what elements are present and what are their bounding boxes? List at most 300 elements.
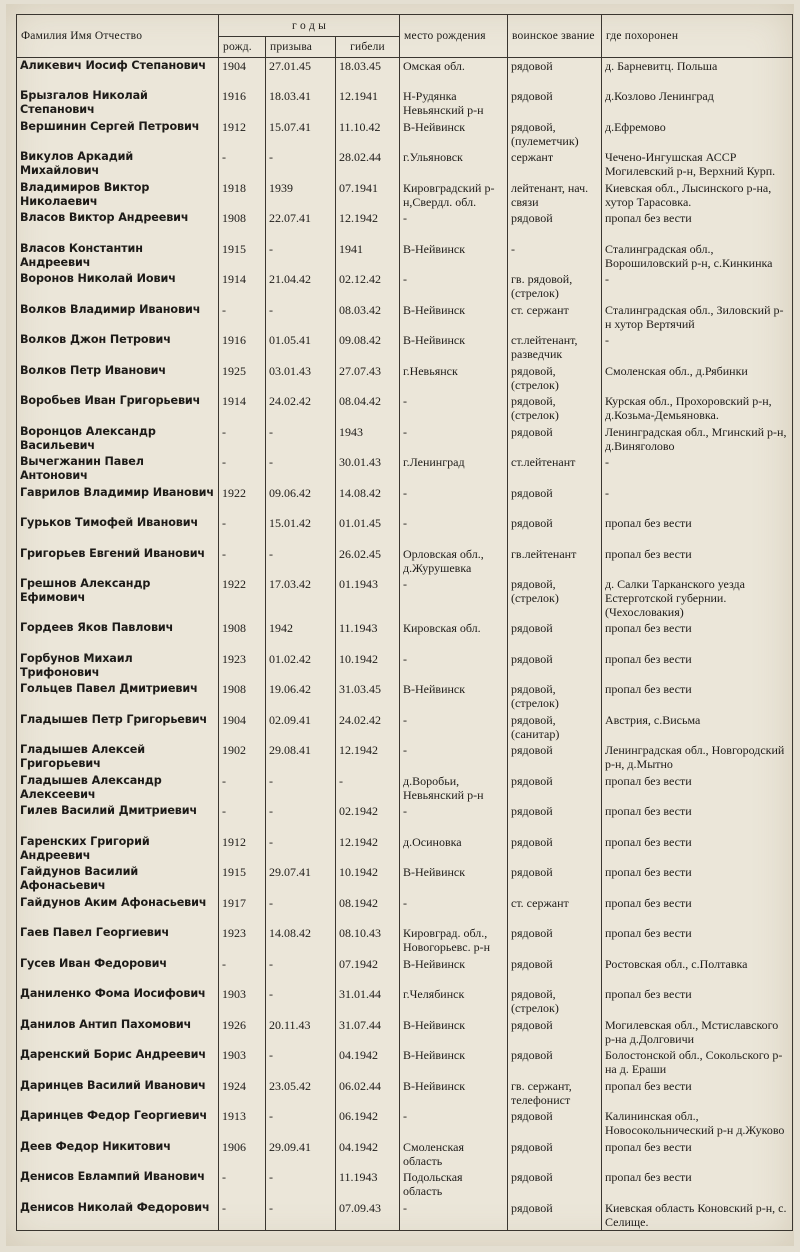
header-birthplace: место рождения xyxy=(400,15,508,58)
cell-rank: рядовой xyxy=(508,58,602,89)
table-row xyxy=(17,1017,793,1048)
cell-birthplace: Омская обл. xyxy=(400,58,508,89)
cell-name: Гаев Павел Георгиевич xyxy=(17,925,219,956)
cell-born: 1922 xyxy=(219,485,266,516)
cell-born: 1912 xyxy=(219,834,266,865)
cell-died: 01.01.45 xyxy=(336,515,400,546)
cell-born: 1906 xyxy=(219,1139,266,1170)
table-row xyxy=(17,485,793,516)
cell-rank: рядовой, (санитар) xyxy=(508,712,602,743)
cell-died: 11.1943 xyxy=(336,1169,400,1200)
cell-born: 1926 xyxy=(219,1017,266,1048)
table-row xyxy=(17,302,793,333)
cell-rank: рядовой xyxy=(508,803,602,834)
cell-rank: рядовой, (пулеметчик) xyxy=(508,119,602,150)
cell-burial: д. Барневитц. Польша xyxy=(602,58,793,89)
cell-rank: рядовой xyxy=(508,424,602,455)
cell-born: 1923 xyxy=(219,925,266,956)
cell-rank: рядовой xyxy=(508,834,602,865)
cell-name: Даниленко Фома Иосифович xyxy=(17,986,219,1017)
cell-rank: ст. сержант xyxy=(508,302,602,333)
cell-name: Денисов Николай Федорович xyxy=(17,1200,219,1231)
cell-drafted: - xyxy=(266,1108,336,1139)
cell-name: Викулов Аркадий Михайлович xyxy=(17,149,219,180)
cell-name: Воробьев Иван Григорьевич xyxy=(17,393,219,424)
cell-drafted: - xyxy=(266,773,336,804)
cell-died: 04.1942 xyxy=(336,1139,400,1170)
cell-born: - xyxy=(219,454,266,485)
cell-drafted: 17.03.42 xyxy=(266,576,336,620)
cell-died: 10.1942 xyxy=(336,651,400,682)
cell-drafted: 15.01.42 xyxy=(266,515,336,546)
cell-burial: - xyxy=(602,485,793,516)
cell-drafted: - xyxy=(266,302,336,333)
cell-birthplace: - xyxy=(400,712,508,743)
cell-name: Горбунов Михаил Трифонович xyxy=(17,651,219,682)
cell-rank: сержант xyxy=(508,149,602,180)
cell-born: 1904 xyxy=(219,58,266,89)
cell-drafted: - xyxy=(266,986,336,1017)
cell-birthplace: - xyxy=(400,895,508,926)
cell-rank: рядовой, (стрелок) xyxy=(508,576,602,620)
cell-born: 1923 xyxy=(219,651,266,682)
cell-name: Владимиров Виктор Николаевич xyxy=(17,180,219,211)
cell-burial: - xyxy=(602,271,793,302)
cell-name: Власов Виктор Андреевич xyxy=(17,210,219,241)
table-row xyxy=(17,712,793,743)
cell-name: Власов Константин Андреевич xyxy=(17,241,219,272)
cell-burial: пропал без вести xyxy=(602,895,793,926)
cell-drafted: 1942 xyxy=(266,620,336,651)
cell-drafted: - xyxy=(266,895,336,926)
cell-burial: пропал без вести xyxy=(602,210,793,241)
cell-drafted: - xyxy=(266,424,336,455)
table-row xyxy=(17,210,793,241)
cell-rank: рядовой xyxy=(508,1200,602,1231)
cell-rank: рядовой xyxy=(508,956,602,987)
cell-name: Гурьков Тимофей Иванович xyxy=(17,515,219,546)
cell-born: - xyxy=(219,149,266,180)
cell-drafted: - xyxy=(266,454,336,485)
cell-died: 31.07.44 xyxy=(336,1017,400,1048)
cell-drafted: 22.07.41 xyxy=(266,210,336,241)
cell-died: 27.07.43 xyxy=(336,363,400,394)
cell-born: 1908 xyxy=(219,681,266,712)
cell-died: 08.1942 xyxy=(336,895,400,926)
cell-drafted: 14.08.42 xyxy=(266,925,336,956)
cell-name: Гладышев Петр Григорьевич xyxy=(17,712,219,743)
cell-died: - xyxy=(336,773,400,804)
header-name: Фамилия Имя Отчество xyxy=(17,15,219,58)
cell-name: Гордеев Яков Павлович xyxy=(17,620,219,651)
cell-birthplace: В-Нейвинск xyxy=(400,1047,508,1078)
cell-rank: ст. сержант xyxy=(508,895,602,926)
cell-died: 31.01.44 xyxy=(336,986,400,1017)
cell-burial: Болостонской обл., Сокольского р-на д. Ераши xyxy=(602,1047,793,1078)
cell-birthplace: д.Осиновка xyxy=(400,834,508,865)
cell-died: 30.01.43 xyxy=(336,454,400,485)
cell-drafted: 09.06.42 xyxy=(266,485,336,516)
cell-name: Деев Федор Никитович xyxy=(17,1139,219,1170)
table-row xyxy=(17,1139,793,1170)
cell-birthplace: - xyxy=(400,742,508,773)
cell-died: 14.08.42 xyxy=(336,485,400,516)
cell-burial: пропал без вести xyxy=(602,620,793,651)
cell-name: Денисов Евлампий Иванович xyxy=(17,1169,219,1200)
cell-drafted: - xyxy=(266,149,336,180)
cell-name: Даринцев Василий Иванович xyxy=(17,1078,219,1109)
cell-burial: Смоленская обл., д.Рябинки xyxy=(602,363,793,394)
cell-birthplace: Орловская обл., д.Журушевка xyxy=(400,546,508,577)
cell-name: Даренский Борис Андреевич xyxy=(17,1047,219,1078)
cell-born: 1918 xyxy=(219,180,266,211)
newspaper-clipping xyxy=(6,4,794,1246)
cell-born: 1924 xyxy=(219,1078,266,1109)
cell-drafted: 20.11.43 xyxy=(266,1017,336,1048)
header-years: г о д ы xyxy=(219,15,400,37)
cell-burial: пропал без вести xyxy=(602,986,793,1017)
cell-name: Гладышев Александр Алексеевич xyxy=(17,773,219,804)
cell-born: - xyxy=(219,803,266,834)
cell-birthplace: В-Нейвинск xyxy=(400,681,508,712)
cell-burial: пропал без вести xyxy=(602,546,793,577)
cell-name: Даринцев Федор Георгиевич xyxy=(17,1108,219,1139)
cell-birthplace: В-Нейвинск xyxy=(400,1017,508,1048)
cell-name: Данилов Антип Пахомович xyxy=(17,1017,219,1048)
table-row xyxy=(17,88,793,119)
table-body xyxy=(17,58,793,1231)
cell-died: 12.1942 xyxy=(336,210,400,241)
table-row xyxy=(17,620,793,651)
cell-birthplace: - xyxy=(400,1108,508,1139)
cell-name: Волков Владимир Иванович xyxy=(17,302,219,333)
cell-name: Гладышев Алексей Григорьевич xyxy=(17,742,219,773)
cell-rank: рядовой xyxy=(508,864,602,895)
cell-drafted: - xyxy=(266,1200,336,1231)
cell-burial: пропал без вести xyxy=(602,834,793,865)
cell-rank: рядовой xyxy=(508,1108,602,1139)
cell-died: 24.02.42 xyxy=(336,712,400,743)
table-row xyxy=(17,424,793,455)
cell-birthplace: г.Ленинград xyxy=(400,454,508,485)
cell-burial: пропал без вести xyxy=(602,515,793,546)
cell-rank: рядовой xyxy=(508,1047,602,1078)
cell-born: 1913 xyxy=(219,1108,266,1139)
cell-burial: пропал без вести xyxy=(602,681,793,712)
cell-drafted: - xyxy=(266,1047,336,1078)
cell-born: - xyxy=(219,1200,266,1231)
cell-born: 1912 xyxy=(219,119,266,150)
cell-born: 1914 xyxy=(219,271,266,302)
cell-birthplace: - xyxy=(400,485,508,516)
cell-name: Гольцев Павел Дмитриевич xyxy=(17,681,219,712)
table-row xyxy=(17,58,793,89)
cell-drafted: - xyxy=(266,546,336,577)
table-row xyxy=(17,1169,793,1200)
table-row xyxy=(17,864,793,895)
cell-drafted: 29.07.41 xyxy=(266,864,336,895)
cell-drafted: - xyxy=(266,834,336,865)
cell-drafted: 23.05.42 xyxy=(266,1078,336,1109)
cell-rank: рядовой xyxy=(508,88,602,119)
cell-rank: гв. рядовой, (стрелок) xyxy=(508,271,602,302)
cell-burial: Чечено-Ингушская АССР Могилевский р-н, Верхний Курп. xyxy=(602,149,793,180)
cell-died: 02.12.42 xyxy=(336,271,400,302)
cell-birthplace: Подольская область xyxy=(400,1169,508,1200)
cell-burial: пропал без вести xyxy=(602,864,793,895)
cell-burial: Киевская область Коновский р-н, с. Селище. xyxy=(602,1200,793,1231)
cell-drafted: 02.09.41 xyxy=(266,712,336,743)
cell-born: 1925 xyxy=(219,363,266,394)
cell-born: - xyxy=(219,515,266,546)
cell-rank: рядовой xyxy=(508,1017,602,1048)
cell-died: 07.09.43 xyxy=(336,1200,400,1231)
table-row xyxy=(17,1078,793,1109)
cell-died: 06.02.44 xyxy=(336,1078,400,1109)
cell-rank: рядовой xyxy=(508,210,602,241)
cell-rank: рядовой xyxy=(508,651,602,682)
cell-drafted: 24.02.42 xyxy=(266,393,336,424)
cell-birthplace: В-Нейвинск xyxy=(400,302,508,333)
cell-burial: пропал без вести xyxy=(602,1078,793,1109)
cell-drafted: 1939 xyxy=(266,180,336,211)
cell-burial: д.Ефремово xyxy=(602,119,793,150)
header-burial: где похоронен xyxy=(602,15,793,58)
cell-birthplace: - xyxy=(400,1200,508,1231)
table-row xyxy=(17,773,793,804)
table-row xyxy=(17,651,793,682)
cell-died: 1941 xyxy=(336,241,400,272)
cell-burial: пропал без вести xyxy=(602,1139,793,1170)
cell-name: Гаврилов Владимир Иванович xyxy=(17,485,219,516)
cell-died: 04.1942 xyxy=(336,1047,400,1078)
table-row xyxy=(17,925,793,956)
cell-died: 02.1942 xyxy=(336,803,400,834)
memorial-roster-table xyxy=(16,14,793,1231)
cell-rank: рядовой, (стрелок) xyxy=(508,681,602,712)
cell-rank: лейтенант, нач. связи xyxy=(508,180,602,211)
cell-burial: Сталинградская обл., Зиловский р-н хутор Вертячий xyxy=(602,302,793,333)
cell-born: - xyxy=(219,1169,266,1200)
cell-born: 1915 xyxy=(219,864,266,895)
cell-birthplace: - xyxy=(400,271,508,302)
cell-name: Грешнов Александр Ефимович xyxy=(17,576,219,620)
cell-birthplace: - xyxy=(400,210,508,241)
cell-drafted: 01.02.42 xyxy=(266,651,336,682)
table-row xyxy=(17,119,793,150)
cell-birthplace: - xyxy=(400,424,508,455)
cell-name: Волков Джон Петрович xyxy=(17,332,219,363)
cell-born: - xyxy=(219,546,266,577)
cell-died: 08.03.42 xyxy=(336,302,400,333)
cell-birthplace: - xyxy=(400,576,508,620)
cell-born: 1902 xyxy=(219,742,266,773)
cell-drafted: 21.04.42 xyxy=(266,271,336,302)
table-row xyxy=(17,1200,793,1231)
cell-name: Вершинин Сергей Петрович xyxy=(17,119,219,150)
cell-burial: Ростовская обл., с.Полтавка xyxy=(602,956,793,987)
cell-drafted: 18.03.41 xyxy=(266,88,336,119)
cell-died: 12.1942 xyxy=(336,834,400,865)
cell-burial: Киевская обл., Лысинского р-на, хутор Тарасовка. xyxy=(602,180,793,211)
cell-rank: гв. сержант, телефонист xyxy=(508,1078,602,1109)
cell-burial: пропал без вести xyxy=(602,803,793,834)
cell-name: Волков Петр Иванович xyxy=(17,363,219,394)
cell-name: Воронцов Александр Васильевич xyxy=(17,424,219,455)
cell-died: 12.1942 xyxy=(336,742,400,773)
cell-died: 26.02.45 xyxy=(336,546,400,577)
cell-rank: рядовой xyxy=(508,485,602,516)
cell-died: 01.1943 xyxy=(336,576,400,620)
cell-birthplace: д.Воробьи, Невьянский р-н xyxy=(400,773,508,804)
cell-died: 07.1941 xyxy=(336,180,400,211)
cell-name: Вычегжанин Павел Антонович xyxy=(17,454,219,485)
table-row xyxy=(17,742,793,773)
cell-burial: пропал без вести xyxy=(602,1169,793,1200)
cell-birthplace: В-Нейвинск xyxy=(400,241,508,272)
cell-birthplace: г.Челябинск xyxy=(400,986,508,1017)
cell-rank: ст.лейтенант xyxy=(508,454,602,485)
cell-born: - xyxy=(219,302,266,333)
cell-rank: рядовой xyxy=(508,515,602,546)
cell-name: Аликевич Иосиф Степанович xyxy=(17,58,219,89)
cell-burial: Могилевская обл., Мстиславского р-на д.Долговичи xyxy=(602,1017,793,1048)
cell-drafted: 29.08.41 xyxy=(266,742,336,773)
cell-drafted: - xyxy=(266,803,336,834)
table-row xyxy=(17,1108,793,1139)
table-row xyxy=(17,1047,793,1078)
table-header xyxy=(17,15,793,58)
cell-born: 1917 xyxy=(219,895,266,926)
cell-born: 1908 xyxy=(219,620,266,651)
cell-name: Брызгалов Николай Степанович xyxy=(17,88,219,119)
table-row xyxy=(17,332,793,363)
cell-born: 1908 xyxy=(219,210,266,241)
cell-birthplace: Смоленская область xyxy=(400,1139,508,1170)
cell-burial: Ленинградская обл., Новгородский р-н, д.Мытно xyxy=(602,742,793,773)
cell-burial: пропал без вести xyxy=(602,651,793,682)
cell-name: Гусев Иван Федорович xyxy=(17,956,219,987)
cell-rank: рядовой xyxy=(508,1139,602,1170)
table-row xyxy=(17,681,793,712)
cell-died: 06.1942 xyxy=(336,1108,400,1139)
cell-burial: Курская обл., Прохоровский р-н, д.Козьма-Демьяновка. xyxy=(602,393,793,424)
cell-burial: д.Козлово Ленинград xyxy=(602,88,793,119)
cell-birthplace: - xyxy=(400,515,508,546)
cell-born: - xyxy=(219,773,266,804)
cell-burial: Сталинградская обл., Ворошиловский р-н, с.Кинкинка xyxy=(602,241,793,272)
cell-rank: рядовой xyxy=(508,925,602,956)
table-row xyxy=(17,956,793,987)
cell-died: 12.1941 xyxy=(336,88,400,119)
table-row xyxy=(17,803,793,834)
cell-birthplace: - xyxy=(400,651,508,682)
cell-died: 10.1942 xyxy=(336,864,400,895)
cell-birthplace: В-Нейвинск xyxy=(400,332,508,363)
cell-drafted: 03.01.43 xyxy=(266,363,336,394)
cell-died: 31.03.45 xyxy=(336,681,400,712)
cell-birthplace: Кировградский р-н,Свердл. обл. xyxy=(400,180,508,211)
cell-birthplace: В-Нейвинск xyxy=(400,1078,508,1109)
header-born: рожд. xyxy=(219,37,266,58)
cell-name: Гайдунов Василий Афонасьевич xyxy=(17,864,219,895)
table-row xyxy=(17,834,793,865)
cell-drafted: 27.01.45 xyxy=(266,58,336,89)
cell-born: 1916 xyxy=(219,88,266,119)
cell-birthplace: Н-Рудянка Невьянский р-н xyxy=(400,88,508,119)
cell-burial: Калининская обл., Новосокольнический р-н д.Жуково xyxy=(602,1108,793,1139)
cell-died: 1943 xyxy=(336,424,400,455)
cell-rank: рядовой, (стрелок) xyxy=(508,363,602,394)
cell-birthplace: г.Невьянск xyxy=(400,363,508,394)
cell-birthplace: В-Нейвинск xyxy=(400,956,508,987)
cell-died: 28.02.44 xyxy=(336,149,400,180)
cell-drafted: 01.05.41 xyxy=(266,332,336,363)
cell-died: 11.10.42 xyxy=(336,119,400,150)
cell-burial: - xyxy=(602,454,793,485)
cell-burial: пропал без вести xyxy=(602,925,793,956)
table-row xyxy=(17,546,793,577)
cell-born: 1914 xyxy=(219,393,266,424)
cell-burial: пропал без вести xyxy=(602,773,793,804)
cell-rank: рядовой xyxy=(508,620,602,651)
cell-drafted: - xyxy=(266,241,336,272)
table-row xyxy=(17,895,793,926)
cell-name: Григорьев Евгений Иванович xyxy=(17,546,219,577)
cell-born: 1904 xyxy=(219,712,266,743)
cell-drafted: 19.06.42 xyxy=(266,681,336,712)
table-row xyxy=(17,454,793,485)
cell-burial: д. Салки Тарканского уезда Естерготской губернии. (Чехословакия) xyxy=(602,576,793,620)
header-drafted: призыва xyxy=(266,37,336,58)
cell-birthplace: Кировград. обл., Новогорьевс. р-н xyxy=(400,925,508,956)
table-row xyxy=(17,149,793,180)
table-row xyxy=(17,393,793,424)
cell-born: - xyxy=(219,956,266,987)
cell-rank: рядовой, (стрелок) xyxy=(508,393,602,424)
cell-born: 1922 xyxy=(219,576,266,620)
cell-born: - xyxy=(219,424,266,455)
cell-drafted: 29.09.41 xyxy=(266,1139,336,1170)
cell-name: Гайдунов Аким Афонасьевич xyxy=(17,895,219,926)
table-row xyxy=(17,515,793,546)
cell-died: 07.1942 xyxy=(336,956,400,987)
table-row xyxy=(17,271,793,302)
table-row xyxy=(17,241,793,272)
cell-died: 18.03.45 xyxy=(336,58,400,89)
cell-birthplace: В-Нейвинск xyxy=(400,119,508,150)
cell-drafted: - xyxy=(266,1169,336,1200)
cell-name: Гаренских Григорий Андреевич xyxy=(17,834,219,865)
cell-birthplace: В-Нейвинск xyxy=(400,864,508,895)
cell-born: 1903 xyxy=(219,986,266,1017)
cell-birthplace: - xyxy=(400,393,508,424)
header-rank: воинское звание xyxy=(508,15,602,58)
cell-died: 09.08.42 xyxy=(336,332,400,363)
cell-died: 08.10.43 xyxy=(336,925,400,956)
table-row xyxy=(17,986,793,1017)
table-row xyxy=(17,180,793,211)
cell-died: 08.04.42 xyxy=(336,393,400,424)
cell-rank: гв.лейтенант xyxy=(508,546,602,577)
cell-born: 1915 xyxy=(219,241,266,272)
cell-rank: рядовой, (стрелок) xyxy=(508,986,602,1017)
cell-burial: - xyxy=(602,332,793,363)
cell-rank: - xyxy=(508,241,602,272)
cell-birthplace: - xyxy=(400,803,508,834)
table-row xyxy=(17,363,793,394)
cell-rank: рядовой xyxy=(508,773,602,804)
